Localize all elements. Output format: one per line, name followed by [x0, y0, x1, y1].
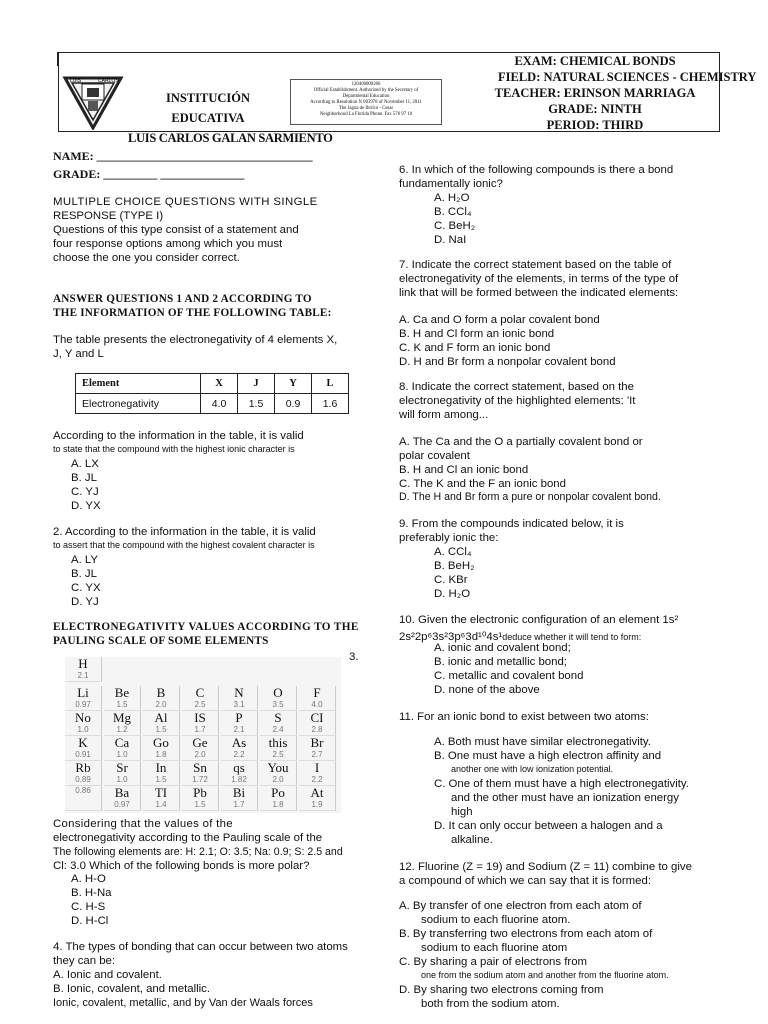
- q3-option-a[interactable]: A. H-O: [71, 873, 106, 885]
- question-2-line: to assert that the compound with the highest covalent character is: [53, 540, 315, 550]
- q12-option-d[interactable]: D. By sharing two electrons coming from: [399, 984, 604, 996]
- element-symbol: qs: [233, 760, 245, 775]
- element-cell: [299, 736, 336, 761]
- heading-line: THE INFORMATION OF THE FOLLOWING TABLE:: [53, 307, 332, 319]
- question-6-line: fundamentally ionic?: [399, 178, 503, 190]
- q9-option-b[interactable]: B. BeH₂: [434, 560, 475, 572]
- element-cell: [104, 761, 141, 786]
- q7-option-c[interactable]: C. K and F form an ionic bond: [399, 342, 551, 354]
- element-cell: [221, 761, 258, 786]
- element-symbol: this: [268, 735, 288, 750]
- question-8-line: electronegativity of the highlighted elements: 'It: [399, 395, 636, 407]
- element-value: 2.1: [77, 671, 89, 680]
- element-value: 0.86: [75, 786, 91, 795]
- table-header-cell: Y: [275, 374, 312, 394]
- element-symbol: Br: [310, 735, 324, 750]
- element-symbol: IS: [194, 710, 206, 725]
- element-symbol: At: [310, 785, 324, 800]
- table-cell: 1.6: [312, 394, 349, 414]
- question-4-line: they can be:: [53, 955, 116, 967]
- q3-option-b[interactable]: B. H-Na: [71, 887, 112, 899]
- exam-field: FIELD: NATURAL SCIENCES - CHEMISTRY: [498, 70, 757, 84]
- q2-option-a[interactable]: A. LY: [71, 554, 99, 566]
- question-3-line: Cl: 3.0 Which of the following bonds is more polar?: [53, 860, 310, 872]
- element-cell: [221, 786, 258, 811]
- q8-option-a[interactable]: A. The Ca and the O a partially covalent bond or: [399, 436, 643, 448]
- element-symbol: Pb: [193, 785, 207, 800]
- element-symbol: CI: [310, 710, 324, 725]
- element-cell: [104, 711, 141, 736]
- q10-option-b[interactable]: B. ionic and metallic bond;: [434, 656, 567, 668]
- q6-option-c[interactable]: C. BeH₂: [434, 220, 476, 232]
- element-symbol: B: [156, 685, 166, 700]
- element-value: 1.0: [116, 775, 128, 784]
- q12-option-c-cont: one from the sodium atom and another from the fluorine atom.: [421, 970, 669, 980]
- question-9-line: preferably ionic the:: [399, 532, 499, 544]
- element-cell: [104, 736, 141, 761]
- q1-option-c[interactable]: C. YJ: [71, 486, 99, 498]
- q10-option-d[interactable]: D. none of the above: [434, 684, 540, 696]
- table-cell: 1.5: [238, 394, 275, 414]
- element-cell: [182, 686, 219, 711]
- question-7-line: electronegativity of the elements, in terms of the type of: [399, 273, 679, 285]
- q12-option-a[interactable]: A. By transfer of one electron from each atom of: [399, 900, 642, 912]
- element-cell: [221, 686, 258, 711]
- q10-option-c[interactable]: C. metallic and covalent bond: [434, 670, 584, 682]
- element-value: 2.0: [272, 775, 284, 784]
- question-12: [399, 860, 692, 888]
- element-value: 1.7: [194, 725, 206, 734]
- question-3-line: The following elements are: H: 2.1; O: 3.5; Na: 0.9; S: 2.5 and: [53, 846, 343, 858]
- element-cell: [65, 786, 102, 811]
- table-header-row: [76, 374, 349, 394]
- element-value: 4.0: [311, 700, 323, 709]
- element-cell: [182, 711, 219, 736]
- q9-option-a[interactable]: A. CCl₄: [434, 546, 472, 558]
- element-value: 1.8: [155, 750, 167, 759]
- table-header-cell: Element: [76, 374, 201, 394]
- q9-option-d[interactable]: D. H₂O: [434, 588, 471, 600]
- question-11: 11. For an ionic bond to exist between two atoms:: [399, 711, 649, 723]
- logo-text-right: CARLOS: [98, 78, 119, 84]
- institution-line: INSTITUCIÓN EDUCATIVA: [165, 91, 251, 125]
- q1-option-a[interactable]: A. LX: [71, 458, 99, 470]
- element-value: 1.82: [231, 775, 247, 784]
- element-cell: [299, 711, 336, 736]
- table-intro-line: The table presents the electronegativity of 4 elements X,: [53, 334, 338, 346]
- element-value: 2.5: [194, 700, 206, 709]
- electronegativity-table: [75, 373, 349, 414]
- element-symbol: In: [155, 760, 167, 775]
- element-value: 3.1: [233, 700, 245, 709]
- exam-info: [470, 53, 757, 133]
- question-9: [399, 517, 624, 545]
- element-symbol: Go: [153, 735, 169, 750]
- question-9-line: 9. From the compounds indicated below, it is: [399, 518, 624, 530]
- q7-option-d[interactable]: D. H and Br form a nonpolar covalent bond: [399, 356, 616, 368]
- official-stamp: [290, 79, 442, 125]
- element-symbol: You: [267, 760, 289, 775]
- element-symbol: H: [78, 656, 88, 671]
- element-cell: [260, 761, 297, 786]
- q6-option-a[interactable]: A. H₂O: [434, 192, 470, 204]
- element-symbol: P: [235, 710, 243, 725]
- element-cell: [143, 711, 180, 736]
- element-value: 1.5: [116, 700, 128, 709]
- question-3-line: electronegativity according to the Pauling scale of the: [53, 832, 323, 844]
- element-value: 1.5: [155, 725, 167, 734]
- table-header-cell: L: [312, 374, 349, 394]
- stamp-line: According to Resolution N 003978 of November 11, 2011: [310, 99, 422, 105]
- question-2-line: 2. According to the information in the table, it is valid: [53, 526, 316, 538]
- intro-line: Questions of this type consist of a statement and: [53, 224, 299, 236]
- element-cell: [65, 657, 102, 682]
- question-12-line: 12. Fluorine (Z = 19) and Sodium (Z = 11) combine to give: [399, 861, 692, 873]
- question-8-line: will form among...: [399, 409, 489, 421]
- table-row: [76, 394, 349, 414]
- element-symbol: Ca: [114, 735, 130, 750]
- intro-line: MULTIPLE CHOICE QUESTIONS WITH SINGLE: [53, 196, 318, 208]
- element-symbol: Mg: [112, 710, 132, 725]
- q7-option-a[interactable]: A. Ca and O form a polar covalent bond: [399, 314, 600, 326]
- stamp-line: 120400000266: [351, 82, 381, 87]
- question-3-line: Considering that the values of the: [53, 818, 233, 830]
- stamp-line: Departmental Education: [342, 93, 390, 99]
- q10-option-a[interactable]: A. ionic and covalent bond;: [434, 642, 571, 654]
- element-value: 1.9: [311, 800, 323, 809]
- element-symbol: Be: [114, 685, 130, 700]
- question-7-line: link that will be formed between the indicated elements:: [399, 287, 679, 299]
- element-value: 0.91: [75, 750, 91, 759]
- element-value: 1.7: [233, 800, 245, 809]
- element-symbol: Ba: [114, 785, 130, 800]
- q2-option-d[interactable]: D. YJ: [71, 596, 99, 608]
- q4-option-c[interactable]: Ionic, covalent, metallic, and by Van der Waals forces: [53, 997, 313, 1009]
- element-cell: [299, 686, 336, 711]
- periodic-table-image: [65, 657, 341, 813]
- element-symbol: Ge: [192, 735, 208, 750]
- element-symbol: O: [273, 685, 283, 700]
- element-symbol: Sn: [193, 760, 207, 775]
- element-value: 1.2: [116, 725, 128, 734]
- element-value: 2.1: [233, 725, 245, 734]
- intro-line: choose the one you consider correct.: [53, 252, 240, 264]
- element-value: 2.8: [311, 725, 323, 734]
- element-cell: [104, 686, 141, 711]
- exam-grade: GRADE: NINTH: [548, 102, 642, 116]
- intro-line: RESPONSE (TYPE I): [53, 210, 164, 222]
- q9-option-c[interactable]: C. KBr: [434, 574, 468, 586]
- q4-option-a[interactable]: A. Ionic and covalent.: [53, 969, 162, 981]
- institution-name: [128, 88, 333, 148]
- q1-option-d[interactable]: D. YX: [71, 500, 101, 512]
- heading-line: ANSWER QUESTIONS 1 AND 2 ACCORDING TO: [53, 293, 312, 305]
- stamp-line: Official Establishment. Authorized by the Secretary of: [313, 87, 419, 93]
- grade-field[interactable]: GRADE: _________ ______________: [53, 167, 245, 181]
- question-6-line: 6. In which of the following compounds is there a bond: [399, 164, 674, 176]
- element-symbol: TI: [154, 785, 168, 800]
- table-intro: [53, 333, 337, 361]
- element-symbol: No: [75, 710, 91, 725]
- element-cell: [143, 761, 180, 786]
- q8-option-d[interactable]: D. The H and Br form a pure or nonpolar covalent bond.: [399, 491, 661, 503]
- element-symbol: C: [195, 685, 205, 700]
- element-value: 1.72: [192, 775, 208, 784]
- element-cell: [65, 686, 102, 711]
- element-symbol: As: [231, 735, 247, 750]
- section-heading-1: [53, 292, 332, 320]
- q11-option-d[interactable]: D. It can only occur between a halogen and a: [434, 820, 663, 832]
- q2-option-c[interactable]: C. YX: [71, 582, 101, 594]
- exam-period: PERIOD: THIRD: [546, 118, 644, 132]
- logo-text-left: LUIS: [70, 78, 82, 84]
- element-cell: [260, 711, 297, 736]
- name-field[interactable]: NAME: ____________________________________: [53, 149, 313, 163]
- q11-option-d-cont: alkaline.: [451, 834, 493, 846]
- element-cell: [260, 686, 297, 711]
- section-heading-2: [53, 620, 359, 648]
- element-cell: [182, 761, 219, 786]
- question-4: [53, 940, 348, 968]
- q11-option-c-cont: and the other must have an ionization energy: [451, 792, 679, 804]
- element-symbol: Li: [77, 685, 89, 700]
- q8-option-b[interactable]: B. H and Cl an ionic bond: [399, 464, 529, 476]
- element-symbol: Sr: [116, 760, 128, 775]
- question-7: [399, 258, 678, 300]
- q7-option-b[interactable]: B. H and Cl form an ionic bond: [399, 328, 555, 340]
- q11-option-b-cont: another one with low ionization potential.: [451, 764, 614, 774]
- element-value: 0.89: [75, 775, 91, 784]
- element-symbol: K: [78, 735, 88, 750]
- q2-option-b[interactable]: B. JL: [71, 568, 97, 580]
- q11-option-b[interactable]: B. One must have a high electron affinity and: [434, 750, 662, 762]
- element-value: 1.8: [272, 800, 284, 809]
- element-symbol: Po: [271, 785, 285, 800]
- element-cell: [260, 786, 297, 811]
- q8-option-c[interactable]: C. The K and the F an ionic bond: [399, 478, 566, 490]
- q6-option-d[interactable]: D. NaI: [434, 234, 467, 246]
- q12-option-d-cont: both from the sodium atom.: [421, 998, 560, 1010]
- element-cell: [182, 736, 219, 761]
- exam-teacher: TEACHER: ERINSON MARRIAGA: [494, 86, 696, 100]
- element-value: 0.97: [75, 700, 91, 709]
- q12-option-a-cont: sodium to each fluorine atom.: [421, 914, 571, 926]
- element-symbol: N: [234, 685, 244, 700]
- element-symbol: Al: [154, 710, 168, 725]
- element-symbol: I: [314, 760, 320, 775]
- element-cell: [221, 711, 258, 736]
- element-value: 1.5: [155, 775, 167, 784]
- electron-configuration: 2s²2p⁶3s²3p⁶3d¹⁰4s¹: [399, 631, 503, 643]
- q8-option-a-cont: polar covalent: [399, 450, 470, 462]
- q4-option-b[interactable]: B. Ionic, covalent, and metallic.: [53, 983, 211, 995]
- element-cell: [65, 736, 102, 761]
- table-cell: Electronegativity: [76, 394, 201, 414]
- q11-option-c-cont: high: [451, 806, 473, 818]
- element-value: 0.97: [114, 800, 130, 809]
- element-cell: [221, 736, 258, 761]
- element-cell: [143, 786, 180, 811]
- table-cell: 4.0: [201, 394, 238, 414]
- element-symbol: F: [313, 685, 321, 700]
- question-7-line: 7. Indicate the correct statement based on the table of: [399, 259, 672, 271]
- element-symbol: Rb: [75, 760, 91, 775]
- element-value: 2.0: [194, 750, 206, 759]
- question-2: [53, 525, 316, 551]
- institution-line: LUIS CARLOS GALAN SARMIENTO: [128, 131, 333, 145]
- q3-option-d[interactable]: D. H-Cl: [71, 915, 109, 927]
- question-3-number: 3.: [349, 651, 359, 663]
- q11-option-c[interactable]: C. One of them must have a high electronegativity.: [434, 778, 689, 790]
- question-1: [53, 429, 304, 455]
- question-10-small: deduce whether it will tend to form:: [502, 632, 642, 642]
- q12-option-c[interactable]: C. By sharing a pair of electrons from: [399, 956, 588, 968]
- table-header-cell: J: [238, 374, 275, 394]
- question-8: [399, 380, 635, 422]
- element-symbol: S: [274, 710, 282, 725]
- q11-option-a[interactable]: A. Both must have similar electronegativity.: [434, 736, 651, 748]
- element-value: 2.5: [272, 750, 284, 759]
- heading-line: PAULING SCALE OF SOME ELEMENTS: [53, 635, 269, 647]
- q12-option-b-cont: sodium to each fluorine atom: [421, 942, 568, 954]
- element-value: 2.0: [155, 700, 167, 709]
- q3-option-c[interactable]: C. H-S: [71, 901, 106, 913]
- question-6: [399, 163, 673, 191]
- element-cell: [65, 711, 102, 736]
- element-value: 1.0: [77, 725, 89, 734]
- element-cell: [143, 736, 180, 761]
- question-1-line: to state that the compound with the highest ionic character is: [53, 444, 295, 454]
- stamp-line: Neighborhood La Florida Phone. Fax 576 97 10: [319, 111, 413, 117]
- element-cell: [104, 786, 141, 811]
- question-4-line: 4. The types of bonding that can occur between two atoms: [53, 941, 348, 953]
- element-value: 1.4: [155, 800, 167, 809]
- element-value: 3.5: [272, 700, 284, 709]
- element-cell: [143, 686, 180, 711]
- question-8-line: 8. Indicate the correct statement, based on the: [399, 381, 634, 393]
- q6-option-b[interactable]: B. CCl₄: [434, 206, 472, 218]
- q12-option-b[interactable]: B. By transferring two electrons from each atom of: [399, 928, 653, 940]
- element-value: 2.4: [272, 725, 284, 734]
- school-logo: [60, 72, 126, 130]
- exam-title: EXAM: CHEMICAL BONDS: [514, 54, 676, 68]
- element-value: 1.5: [194, 800, 206, 809]
- stamp-line: The Jagua de Ibirico - Cesar: [338, 105, 394, 111]
- question-3: [53, 817, 371, 873]
- element-value: 2.7: [311, 750, 323, 759]
- heading-line: ELECTRONEGATIVITY VALUES ACCORDING TO THE: [53, 621, 359, 633]
- q1-option-b[interactable]: B. JL: [71, 472, 97, 484]
- element-cell: [299, 786, 336, 811]
- question-1-line: According to the information in the table, it is valid: [53, 430, 304, 442]
- element-cell: [182, 786, 219, 811]
- element-cell: [299, 761, 336, 786]
- element-cell: [260, 736, 297, 761]
- element-value: 2.2: [233, 750, 245, 759]
- table-cell: 0.9: [275, 394, 312, 414]
- question-12-line: a compound of which we can say that it is formed:: [399, 875, 651, 887]
- element-value: 2.2: [311, 775, 323, 784]
- table-header-cell: X: [201, 374, 238, 394]
- question-10-line: 10. Given the electronic configuration of an element 1s²: [399, 614, 679, 626]
- table-intro-line: J, Y and L: [53, 348, 104, 360]
- intro-text: [53, 195, 369, 265]
- intro-line: four response options among which you must: [53, 238, 283, 250]
- element-value: 1.0: [116, 750, 128, 759]
- element-cell: [65, 761, 102, 786]
- element-symbol: Bi: [232, 785, 246, 800]
